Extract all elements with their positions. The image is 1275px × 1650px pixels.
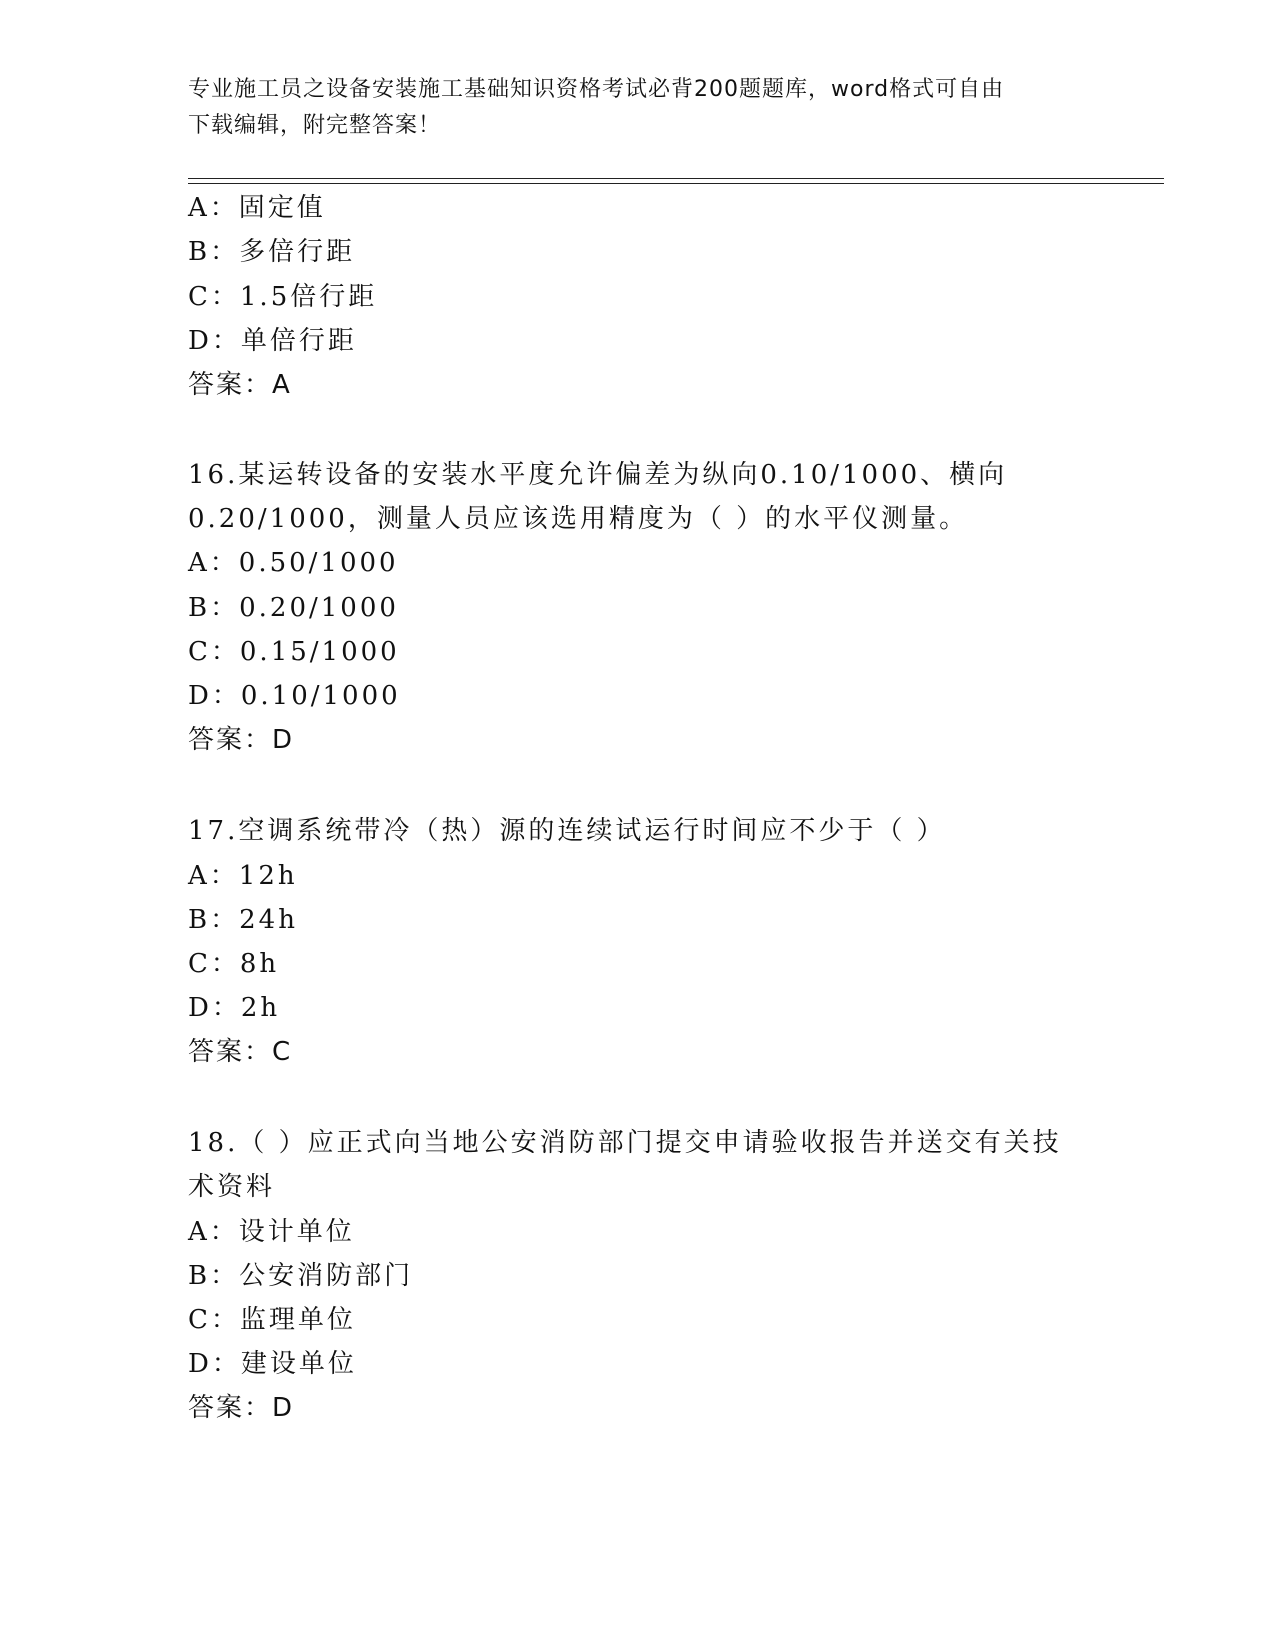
q16-stem-line-2: 0.20/1000，测量人员应该选用精度为（ ）的水平仪测量。 (188, 504, 969, 534)
q16-stem-line-1: 16.某运转设备的安装水平度允许偏差为纵向0.10/1000、横向 (188, 460, 1008, 490)
q15-option-c: C：1.5倍行距 (188, 282, 378, 312)
q16-answer: 答案：D (188, 725, 295, 755)
header-title-line-1: 专业施工员之设备安装施工基础知识资格考试必背200题题库，word格式可自由 (188, 77, 1005, 102)
q17-stem-line-1: 17.空调系统带冷（热）源的连续试运行时间应不少于（ ） (188, 816, 946, 846)
header-title-line-2: 下载编辑，附完整答案！ (188, 113, 442, 138)
header-divider-thick (188, 178, 1164, 179)
q18-stem-line-1: 18.（ ）应正式向当地公安消防部门提交申请验收报告并送交有关技 (188, 1128, 1062, 1158)
q15-option-b: B：多倍行距 (188, 237, 356, 267)
q16-option-d: D：0.10/1000 (188, 681, 401, 711)
q15-option-d: D：单倍行距 (188, 326, 357, 356)
q16-option-c: C：0.15/1000 (188, 637, 400, 667)
q17-option-b: B：24h (188, 905, 298, 935)
q18-stem-line-2: 术资料 (188, 1172, 276, 1202)
q18-option-d: D：建设单位 (188, 1349, 357, 1379)
q18-option-b: B：公安消防部门 (188, 1261, 414, 1291)
q18-option-a: A：设计单位 (188, 1217, 355, 1247)
q17-answer: 答案：C (188, 1037, 293, 1067)
q18-answer: 答案：D (188, 1393, 295, 1423)
q16-option-b: B：0.20/1000 (188, 593, 399, 623)
q16-option-a: A：0.50/1000 (188, 548, 399, 578)
q17-option-d: D：2h (188, 993, 281, 1023)
header-divider-thin (188, 183, 1164, 184)
q18-option-c: C：监理单位 (188, 1305, 356, 1335)
document-header (188, 72, 1088, 144)
q15-option-a: A：固定值 (188, 193, 326, 223)
q17-option-c: C：8h (188, 949, 280, 979)
q15-answer: 答案：A (188, 370, 292, 400)
q17-option-a: A：12h (188, 861, 298, 891)
